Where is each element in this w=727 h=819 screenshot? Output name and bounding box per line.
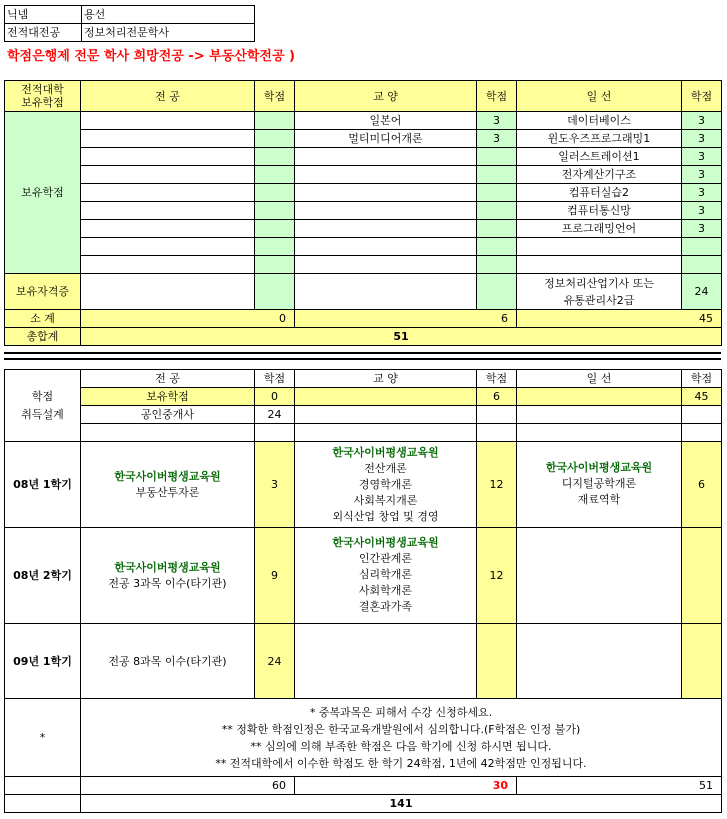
subtotal-major: 0 (81, 310, 295, 328)
total-label: 총합계 (5, 328, 81, 346)
general-course-name: 전자계산기구조 (517, 166, 682, 184)
sem1-liberal-credit: 12 (477, 442, 517, 528)
corner-header (5, 81, 81, 112)
institution-name: 한국사이버평생교육원 (332, 445, 439, 459)
notes-label: * (5, 699, 81, 777)
institution-name: 한국사이버평생교육원 (114, 469, 221, 483)
prev-major-label: 전적대전공 (5, 24, 82, 42)
nickname-value: 용선 (82, 6, 255, 24)
prev-major-value: 정보처리전문학사 (82, 24, 255, 42)
goal-title: 학점은행제 전문 학사 희망전공 -> 부동산학전공 ) (7, 49, 295, 64)
note-line: ** 정확한 학점인정은 한국교육개발원에서 심의합니다.(F학점은 인정 불가) (221, 722, 581, 736)
sem1-general-course: 재료역학 (577, 493, 621, 506)
nickname-label: 닉넴 (5, 6, 82, 24)
sem1-label: 08년 1학기 (5, 442, 81, 528)
sem1-liberal-course: 전산개론 (364, 461, 407, 475)
sem1-liberal-course: 사회복지개론 (353, 493, 418, 507)
held-credits-table (4, 80, 722, 346)
header-general-credit: 학점 (682, 81, 722, 112)
general-course-name: 윈도우즈프로그래밍1 (517, 130, 682, 148)
note-line: ** 전적대학에서 이수한 학점도 한 학기 24학점, 1년에 42학점만 인정됩니다. (215, 756, 587, 770)
plan-held-label: 보유학점 (81, 388, 255, 406)
sem1-general-course: 디지털공학개론 (561, 477, 637, 490)
institution-name: 한국사이버평생교육원 (114, 560, 221, 574)
header-general: 일 선 (517, 81, 682, 112)
sem2-major-credit: 9 (255, 528, 295, 624)
sem2-major (81, 528, 255, 624)
plan-label (5, 370, 81, 442)
plan-held-major: 0 (255, 388, 295, 406)
broker-label: 공인중개사 (81, 406, 255, 424)
sem2-liberal-course: 심리학개론 (358, 568, 413, 581)
institution-name: 한국사이버평생교육원 (332, 536, 439, 549)
sem1-major-course: 부동산투자론 (135, 485, 200, 499)
sem1-liberal (295, 442, 477, 528)
general-course-credit: 3 (682, 148, 722, 166)
cert-credit: 24 (682, 274, 722, 310)
sem3-major-course: 전공 8과목 이수(타기관) (81, 624, 255, 699)
sem3-label: 09년 1학기 (5, 624, 81, 699)
sum-major: 60 (81, 777, 295, 795)
sum-general: 51 (517, 777, 722, 795)
header-general-credit: 학점 (682, 370, 722, 388)
sem3-major-credit: 24 (255, 624, 295, 699)
general-course-name: 일러스트레이션1 (517, 148, 682, 166)
header-major: 전 공 (81, 81, 255, 112)
sem1-liberal-course: 외식산업 창업 및 경영 (332, 509, 439, 523)
note-line: ** 심의에 의해 부족한 학점은 다음 학기에 신청 하시면 됩니다. (250, 739, 552, 753)
sem1-liberal-course: 경영학개론 (358, 477, 413, 491)
corner-line2: 보유학점 (21, 96, 64, 109)
general-course-name: 프로그래밍언어 (517, 220, 682, 238)
header-liberal-credit: 학점 (477, 370, 517, 388)
general-course-credit: 3 (682, 130, 722, 148)
held-label: 보유학점 (5, 112, 81, 274)
general-course-credit: 3 (682, 220, 722, 238)
general-course-credit: 3 (682, 166, 722, 184)
cert-line2: 유통관리사2급 (563, 293, 635, 307)
header-general: 일 선 (517, 370, 682, 388)
sem1-major (81, 442, 255, 528)
info-table (4, 5, 255, 42)
sem2-liberal-credit: 12 (477, 528, 517, 624)
grand-total: 141 (81, 795, 722, 813)
sum-liberal: 30 (295, 777, 517, 795)
sem2-label: 08년 2학기 (5, 528, 81, 624)
header-major: 전 공 (81, 370, 255, 388)
sem2-liberal-course: 사회학개론 (358, 584, 413, 597)
plan-table (4, 369, 722, 813)
subtotal-label: 소 계 (5, 310, 81, 328)
sem1-general-credit: 6 (682, 442, 722, 528)
header-liberal-credit: 학점 (477, 81, 517, 112)
subtotal-liberal: 6 (295, 310, 517, 328)
sem2-liberal (295, 528, 477, 624)
header-liberal: 교 양 (295, 370, 477, 388)
plan-held-liberal: 6 (477, 388, 517, 406)
header-major-credit: 학점 (255, 81, 295, 112)
header-major-credit: 학점 (255, 370, 295, 388)
plan-line1: 학점 (31, 389, 54, 403)
plan-line2: 취득설계 (21, 407, 64, 421)
sem2-liberal-course: 결혼과가족 (358, 600, 413, 613)
plan-held-general: 45 (682, 388, 722, 406)
total-value: 51 (81, 328, 722, 346)
liberal-course-credit: 3 (477, 112, 517, 130)
corner-line1: 전적대학 (21, 83, 64, 96)
general-course-credit: 3 (682, 202, 722, 220)
liberal-course-name: 일본어 (295, 112, 477, 130)
header-liberal: 교 양 (295, 81, 477, 112)
note-line: * 중복과목은 피해서 수강 신청하세요. (309, 705, 493, 719)
subtotal-general: 45 (517, 310, 722, 328)
cert-names (517, 274, 682, 310)
sem1-general (517, 442, 682, 528)
notes (81, 699, 722, 777)
sem2-liberal-course: 인간관계론 (358, 552, 413, 565)
institution-name: 한국사이버평생교육원 (545, 461, 653, 474)
broker-credit: 24 (255, 406, 295, 424)
general-course-credit: 3 (682, 112, 722, 130)
general-course-name: 데이터베이스 (517, 112, 682, 130)
sem1-major-credit: 3 (255, 442, 295, 528)
liberal-course-credit: 3 (477, 130, 517, 148)
section-divider (4, 358, 721, 360)
cert-line1: 정보처리산업기사 또는 (544, 276, 654, 290)
general-course-name: 컴퓨터실습2 (517, 184, 682, 202)
section-divider (4, 352, 721, 354)
cert-label: 보유자격증 (5, 274, 81, 310)
general-course-name: 컴퓨터통신망 (517, 202, 682, 220)
liberal-course-name: 멀티미디어개론 (295, 130, 477, 148)
general-course-credit: 3 (682, 184, 722, 202)
sem2-major-course: 전공 3과목 이수(타기관) (108, 576, 227, 590)
